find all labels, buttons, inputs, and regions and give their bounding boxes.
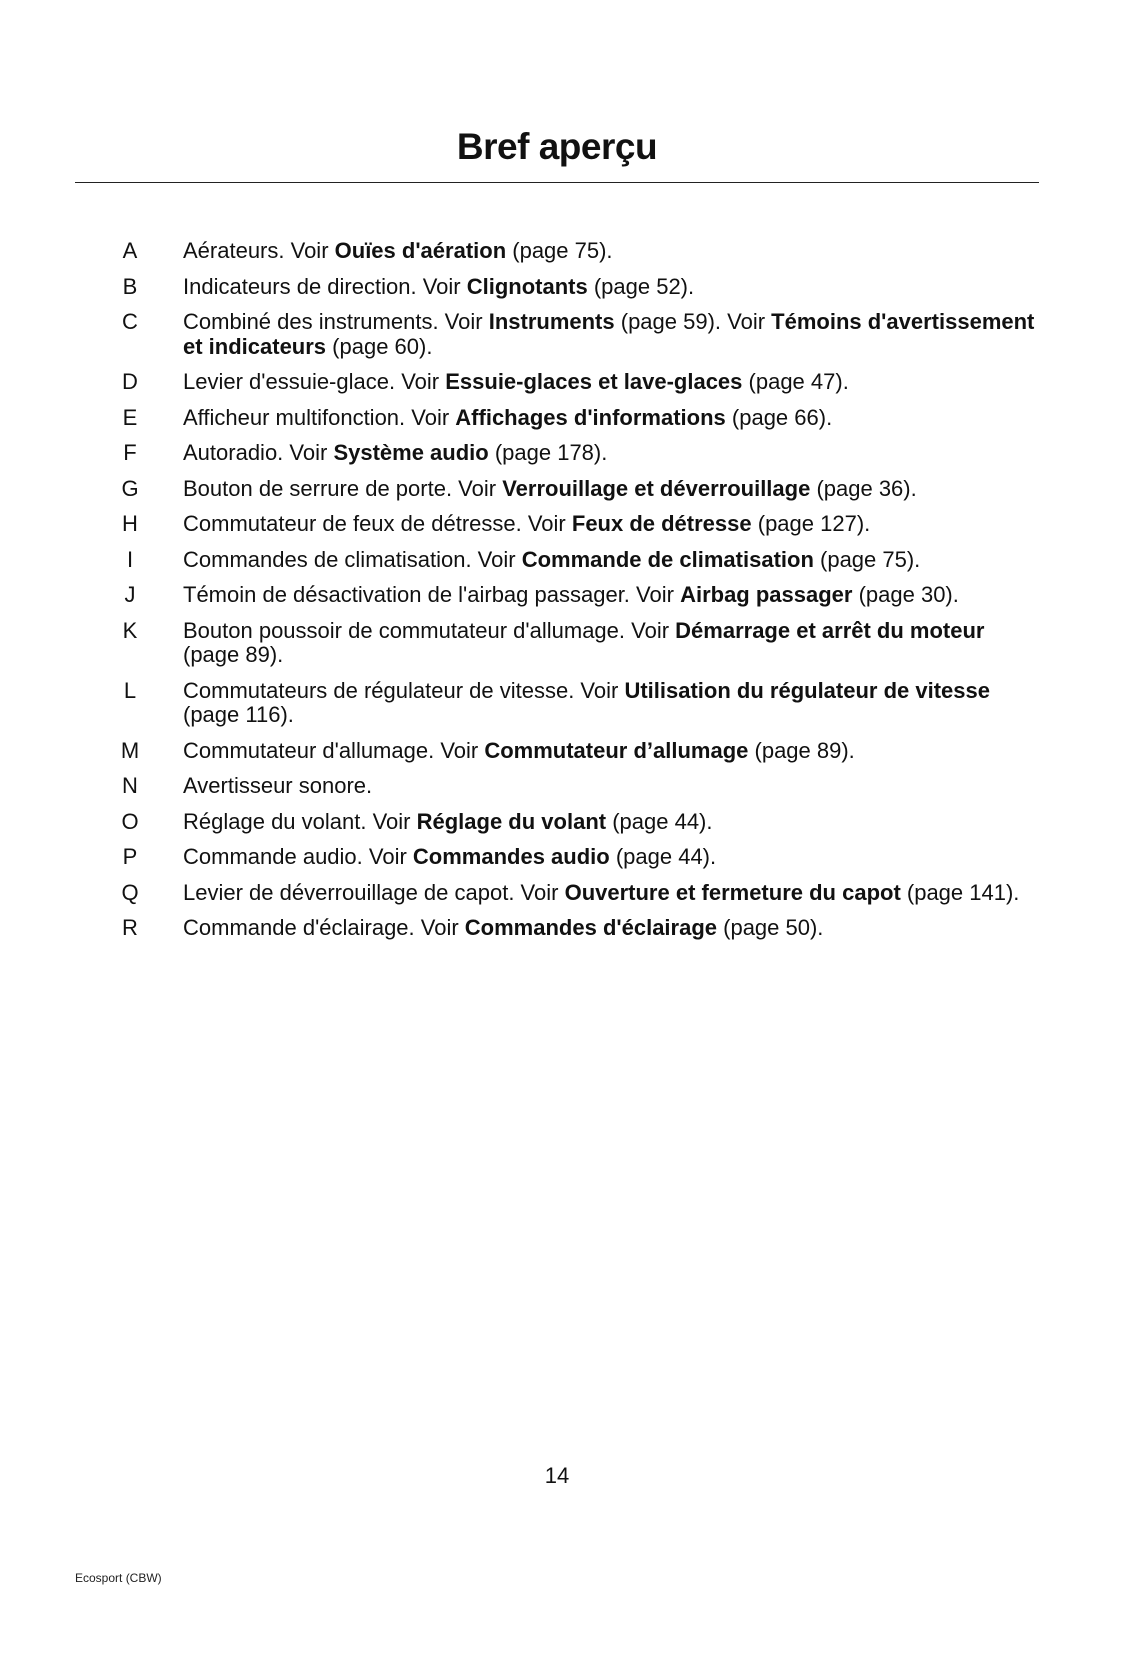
page-reference: (page 178).: [488, 440, 608, 465]
cross-reference-link[interactable]: Commandes audio: [412, 844, 610, 869]
page-reference: (page 52).: [587, 273, 695, 299]
legend-text-plain: Commutateurs de régulateur de vitesse. Voir: [183, 677, 625, 703]
legend-item: [0, 512, 1043, 537]
legend-item: [0, 441, 1043, 466]
legend-letter: L: [123, 677, 137, 703]
cross-reference-link[interactable]: Affichages d'informations: [455, 404, 726, 430]
cross-reference-link[interactable]: Essuie-glaces et lave-glaces: [445, 369, 743, 394]
legend-description: [183, 369, 849, 394]
page-number: 14: [544, 1463, 570, 1488]
legend-text-plain: Indicateurs de direction. Voir: [183, 273, 467, 299]
page-reference: (page 89).: [183, 642, 284, 667]
legend-item: [0, 916, 1043, 941]
legend-letter: B: [122, 273, 138, 299]
legend-description: [183, 511, 870, 536]
legend-description: [183, 809, 713, 834]
legend-text-plain: Commande d'éclairage. Voir: [183, 915, 465, 940]
legend-text-plain: Commutateur de feux de détresse. Voir: [183, 511, 572, 536]
cross-reference-link[interactable]: Ouverture et fermeture du capot: [564, 879, 901, 905]
legend-text-plain: Commandes de climatisation. Voir: [183, 546, 522, 572]
legend-letter: D: [122, 369, 138, 394]
page-reference: (page 36).: [810, 475, 917, 501]
legend-description: [183, 880, 1019, 905]
page-reference: (page 89).: [748, 737, 855, 763]
cross-reference-link[interactable]: Réglage du volant: [416, 808, 607, 834]
legend-item: [0, 275, 1043, 300]
cross-reference-link[interactable]: Commutateur d’allumage: [484, 737, 749, 763]
legend-letter: F: [123, 440, 137, 465]
legend-description: [183, 582, 959, 607]
legend-item: [0, 881, 1043, 906]
legend-text-plain: Bouton poussoir de commutateur d'allumage. Voir: [183, 617, 676, 643]
page-title: Bref aperçu: [456, 126, 658, 167]
legend-text-plain: Avertisseur sonore.: [183, 773, 373, 798]
cross-reference-link[interactable]: Verrouillage et déverrouillage: [502, 475, 811, 501]
legend-letter: N: [122, 773, 138, 798]
cross-reference-link[interactable]: Ouïes d'aération: [334, 238, 507, 263]
legend-item: [0, 619, 1043, 668]
legend-letter: C: [122, 309, 138, 334]
legend-letter: P: [122, 844, 138, 869]
page-reference: (page 75).: [813, 546, 921, 572]
page-reference: (page 59). Voir: [614, 309, 772, 334]
legend-description: [183, 678, 990, 728]
footer-model: Ecosport (CBW): [75, 1571, 162, 1585]
legend-description: [183, 405, 832, 430]
page-reference: (page 60).: [326, 333, 433, 359]
page-reference: (page 44).: [609, 844, 717, 869]
legend-text-plain: Commutateur d'allumage. Voir: [183, 737, 485, 763]
legend-text-plain: Réglage du volant. Voir: [183, 808, 417, 834]
legend-letter: G: [121, 475, 139, 501]
legend-description: [183, 738, 855, 763]
legend-item: [0, 739, 1043, 764]
legend-text-plain: Autoradio. Voir: [183, 440, 334, 465]
legend-description: [183, 915, 823, 940]
legend-text-plain: Afficheur multifonction. Voir: [183, 404, 456, 430]
cross-reference-link[interactable]: Commande de climatisation: [521, 546, 814, 572]
legend-item: [0, 310, 1043, 359]
legend-text-plain: Aérateurs. Voir: [183, 238, 335, 263]
legend-letter: R: [122, 915, 138, 940]
page-reference: (page 66).: [725, 404, 833, 430]
legend-description: [183, 547, 920, 572]
legend-text-plain: Commande audio. Voir: [183, 844, 413, 869]
cross-reference-link[interactable]: Démarrage et arrêt du moteur: [675, 617, 985, 643]
legend-letter: E: [122, 404, 138, 430]
cross-reference-link[interactable]: Instruments: [488, 309, 615, 334]
legend-text-plain: Levier de déverrouillage de capot. Voir: [183, 879, 565, 905]
legend-description: [183, 238, 613, 263]
legend-description: [183, 476, 917, 501]
cross-reference-link[interactable]: Airbag passager: [680, 582, 853, 607]
legend-description: [183, 618, 984, 668]
cross-reference-link[interactable]: Témoins d'avertissement et indicateurs: [183, 309, 1035, 359]
legend-letter: K: [122, 617, 138, 643]
page-reference: (page 127).: [751, 511, 871, 536]
legend-description: [183, 773, 372, 798]
legend-text-plain: Bouton de serrure de porte. Voir: [183, 475, 503, 501]
legend-item: [0, 477, 1043, 502]
cross-reference-link[interactable]: Système audio: [333, 440, 489, 465]
legend-letter: H: [122, 511, 138, 536]
cross-reference-link[interactable]: Clignotants: [466, 273, 588, 299]
page-reference: (page 116).: [183, 702, 294, 727]
page-reference: (page 50).: [717, 915, 824, 940]
page-reference: (page 75).: [506, 238, 613, 263]
legend-item: [0, 810, 1043, 835]
legend-item: [0, 370, 1043, 395]
legend-item: [0, 679, 1043, 728]
legend-text-plain: Combiné des instruments. Voir: [183, 309, 489, 334]
legend-letter: Q: [121, 879, 139, 905]
legend-item: [0, 406, 1043, 431]
page-reference: (page 141).: [900, 879, 1020, 905]
legend-item: [0, 774, 1043, 799]
legend-letter: I: [126, 546, 134, 572]
legend-description: [183, 274, 694, 299]
legend-item: [0, 239, 1043, 264]
legend-text-plain: Levier d'essuie-glace. Voir: [183, 369, 446, 394]
cross-reference-link[interactable]: Commandes d'éclairage: [464, 915, 718, 940]
legend-description: [183, 309, 1034, 359]
legend-description: [183, 440, 607, 465]
legend-item: [0, 548, 1043, 573]
legend-letter: A: [122, 238, 138, 263]
page-reference: (page 47).: [742, 369, 849, 394]
legend-item: [0, 845, 1043, 870]
legend-letter: O: [121, 808, 139, 834]
legend-item: [0, 583, 1043, 608]
legend-list: [0, 239, 1142, 952]
title-divider: [75, 182, 1039, 183]
legend-text-plain: Témoin de désactivation de l'airbag passager. Voir: [183, 582, 681, 607]
page-reference: (page 44).: [606, 808, 713, 834]
cross-reference-link[interactable]: Feux de détresse: [571, 511, 752, 536]
cross-reference-link[interactable]: Utilisation du régulateur de vitesse: [624, 677, 990, 703]
legend-letter: M: [120, 737, 140, 763]
legend-letter: J: [124, 582, 136, 607]
page-reference: (page 30).: [852, 582, 959, 607]
legend-description: [183, 844, 716, 869]
